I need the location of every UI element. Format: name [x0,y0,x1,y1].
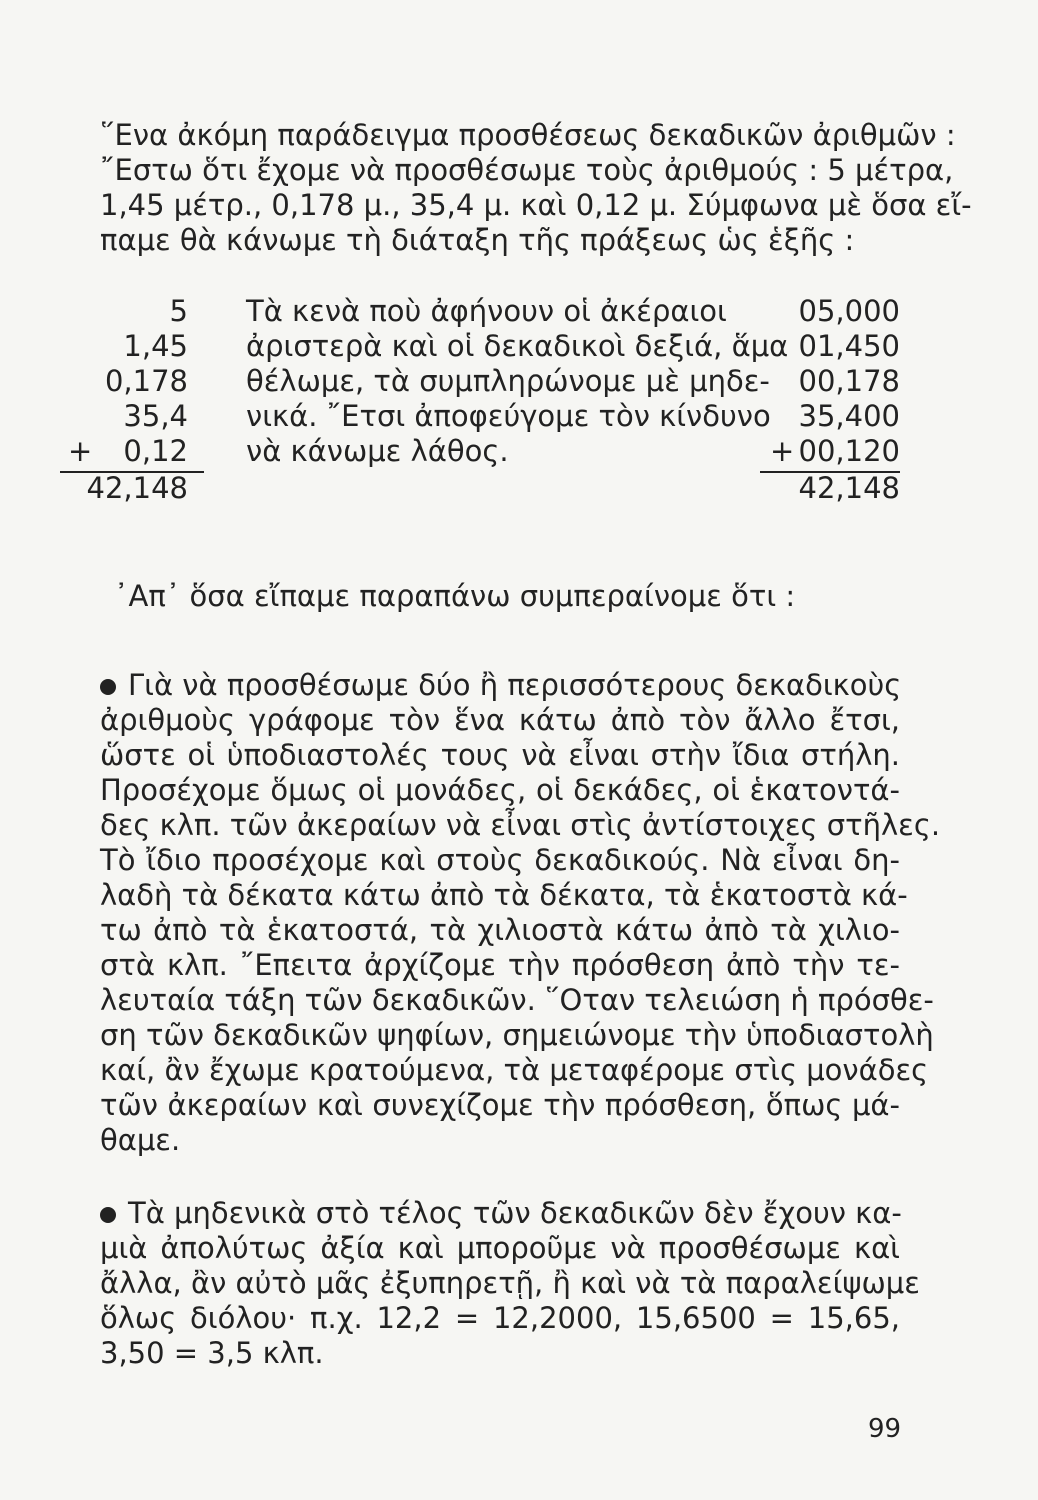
rule-line: στὰ κλπ. ῎Επειτα ἀρχίζομε τὴν πρόσθεση ἀπὸ τὴν τε- [100,948,900,982]
rule-line: ὥστε οἱ ὑποδιαστολές τους νὰ εἶναι στὴν ἴδια στήλη. [100,738,900,772]
rule-line: ἄλλα, ἂν αὐτὸ μᾶς ἐξυπηρετῇ, ἢ καὶ νὰ τὰ παραλείψωμε [100,1266,920,1300]
intro-line: ῞Ενα ἀκόμη παράδειγμα προσθέσεως δεκαδικῶν ἀριθμῶν : [100,118,956,152]
rule-line: τῶν ἀκεραίων καὶ συνεχίζομε τὴν πρόσθεση, ὅπως μά- [100,1088,900,1122]
left-operands-column [60,294,188,506]
right-operand: 00,120 [798,434,900,468]
intro-paragraph [100,118,972,258]
explanation-line: θέλωμε, τὰ συμπληρώνομε μὲ μηδε- [246,364,770,398]
right-operand: 00,178 [798,364,900,398]
rule-line: λαδὴ τὰ δέκατα κάτω ἀπὸ τὰ δέκατα, τὰ ἑκατοστὰ κά- [100,878,908,912]
rule-line: Τὰ μηδενικὰ στὸ τέλος τῶν δεκαδικῶν δὲν ἔχουν κα- [100,1196,900,1231]
rule-line: μιὰ ἀπολύτως ἀξία καὶ μποροῦμε νὰ προσθέσωμε καὶ [100,1231,900,1265]
right-operands-column [700,294,900,506]
page-number: 99 [868,1414,902,1444]
bullet-icon [100,679,116,695]
left-sum-rule [60,471,204,473]
explanation-line: νικά. ῎Ετσι ἀποφεύγομε τὸν κίνδυνο [246,399,771,433]
rule-line: θαμε. [100,1123,181,1157]
rule-line: Τὸ ἴδιο προσέχομε καὶ στοὺς δεκαδικούς. Νὰ εἶναι δη- [100,843,900,877]
rule-line: ση τῶν δεκαδικῶν ψηφίων, σημειώνομε τὴν ὑποδιαστολὴ [100,1018,934,1052]
left-sum: 42,148 [86,471,188,505]
bullet-icon [100,1207,116,1223]
rule-paragraph-1 [100,668,941,1158]
left-operand: 1,45 [123,329,188,363]
rule-line: Γιὰ νὰ προσθέσωμε δύο ἢ περισσότερους δεκαδικοὺς [100,668,900,703]
rule-line: Προσέχομε ὅμως οἱ μονάδες, οἱ δεκάδες, οἱ ἑκατοντά- [100,773,900,807]
intro-line: ῎Εστω ὅτι ἔχομε νὰ προσθέσωμε τοὺς ἀριθμούς : 5 μέτρα, [100,153,954,187]
rule-line: 3,50 = 3,5 κλπ. [100,1336,324,1370]
explanation-line: νὰ κάνωμε λάθος. [246,434,509,468]
rule-line: δες κλπ. τῶν ἀκεραίων νὰ εἶναι στὶς ἀντίστοιχες στῆλες. [100,808,941,842]
left-operand: 0,178 [104,364,188,398]
rule-line: ὅλως διόλου· π.χ. 12,2 = 12,2000, 15,6500 = 15,65, [100,1301,900,1335]
right-plus-sign: + [770,434,795,468]
rule-line: ἀριθμοὺς γράφομε τὸν ἕνα κάτω ἀπὸ τὸν ἄλλο ἔτσι, [100,703,900,737]
right-sum: 42,148 [798,471,900,505]
left-operand: 5 [169,294,188,328]
right-operand: 05,000 [798,294,900,328]
rule-line: λευταία τάξη τῶν δεκαδικῶν. ῞Οταν τελειώση ἡ πρόσθε- [100,983,934,1017]
rule-line: καί, ἂν ἔχωμε κρατούμενα, τὰ μεταφέρομε στὶς μονάδες [100,1053,929,1087]
left-plus-sign: + [68,434,93,468]
intro-line: παμε θὰ κάνωμε τὴ διάταξη τῆς πράξεως ὡς ἑξῆς : [100,223,855,257]
explanation-line: ἀριστερὰ καὶ οἱ δεκαδικοὶ δεξιά, ἅμα [246,329,789,363]
right-operand: 01,450 [798,329,900,363]
left-operand: 35,4 [123,399,188,433]
intro-line: 1,45 μέτρ., 0,178 μ., 35,4 μ. καὶ 0,12 μ. Σύμφωνα μὲ ὅσα εἴ- [100,188,972,222]
left-operand: 0,12 [123,434,188,468]
rule-line: τω ἀπὸ τὰ ἑκατοστά, τὰ χιλιοστὰ κάτω ἀπὸ τὰ χιλιο- [100,913,900,947]
explanation-line: Τὰ κενὰ ποὺ ἀφήνουν οἱ ἀκέραιοι [246,294,727,328]
right-operand: 35,400 [798,399,900,433]
right-sum-rule [760,471,900,473]
rule-paragraph-2 [100,1196,920,1371]
conclusion-line: ᾿Απ᾿ ὅσα εἴπαμε παραπάνω συμπεραίνομε ὅτι : [114,579,796,613]
addition-layout [60,294,920,524]
